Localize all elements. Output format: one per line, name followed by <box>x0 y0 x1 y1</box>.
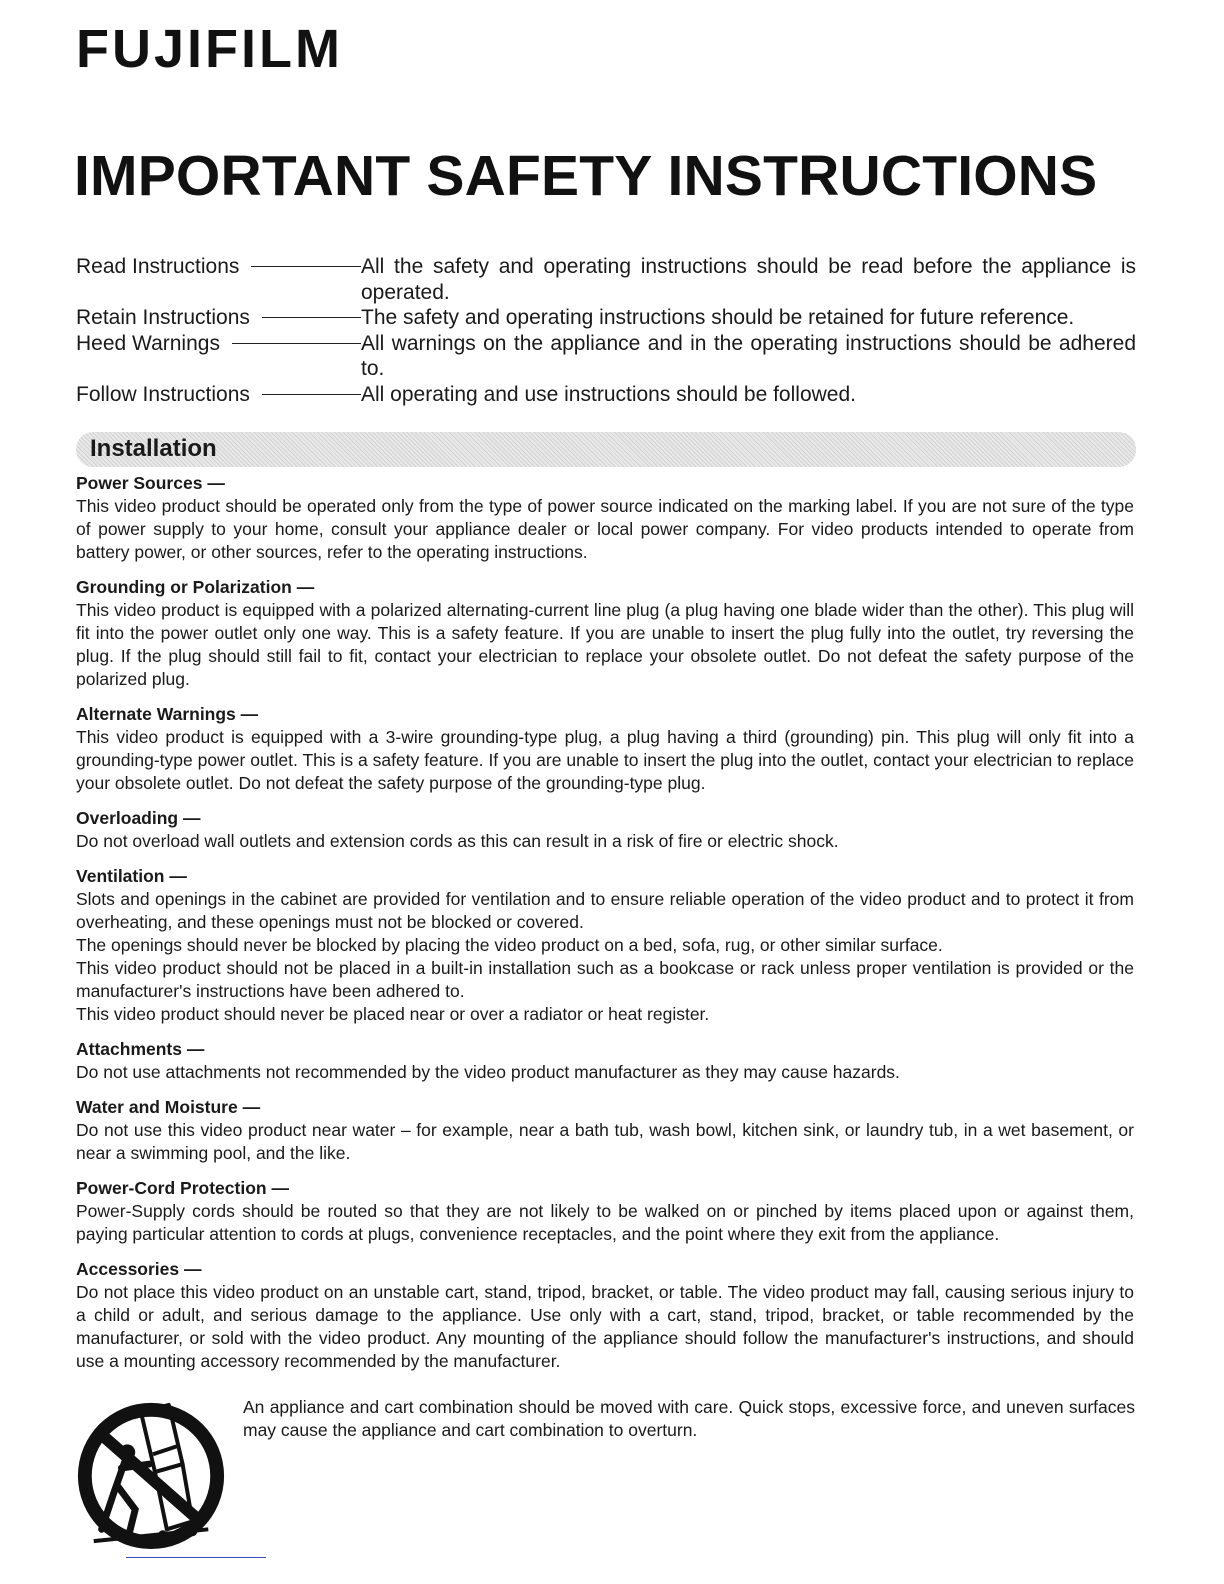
leader-line <box>232 343 361 344</box>
item-paragraph: Slots and openings in the cabinet are provided for ventilation and to ensure reliable operation of the video product and to protect it from overheating, and these openings must not be blocked or covered. <box>76 889 1134 932</box>
item-paragraph: This video product is equipped with a polarized alternating-current line plug (a plug having one blade wider than the other). This plug will fit into the power outlet only one way. This is a safety feature. If you are unable to insert the plug fully into the outlet, try reversing the plug. If the plug should still fail to fit, contact your electrician to replace your obsolete outlet. Do not defeat the safety purpose of the polarized plug. <box>76 600 1134 689</box>
section-item <box>76 1177 1134 1246</box>
section-header-bar <box>76 432 1136 467</box>
section-item <box>76 703 1134 795</box>
intro-label: Read Instructions <box>76 255 240 278</box>
section-item <box>76 1096 1134 1165</box>
item-paragraph: This video product should not be placed in a built-in installation such as a bookcase or rack unless proper ventilation is provided or the manufacturer's instructions have been adhered to. <box>76 958 1134 1001</box>
leader-line <box>262 317 361 318</box>
item-paragraph: This video product should be operated only from the type of power source indicated on the marking label. If you are not sure of the type of power supply to your home, consult your appliance dealer or local power company. For video products intended to operate from battery power, or other sources, refer to the operating instructions. <box>76 496 1134 562</box>
item-title: Power Sources — <box>76 472 1134 495</box>
section-item <box>76 472 1134 564</box>
item-paragraph: This video product should never be placed near or over a radiator or heat register. <box>76 1004 710 1024</box>
cart-warning-note: An appliance and cart combination should be moved with care. Quick stops, excessive force, and uneven surfaces may cause the appliance and cart combination to overturn. <box>243 1397 1135 1440</box>
intro-text: The safety and operating instructions should be retained for future reference. <box>361 306 1075 329</box>
item-title: Accessories — <box>76 1258 1134 1281</box>
item-paragraph: Do not use attachments not recommended by the video product manufacturer as they may cause hazards. <box>76 1062 900 1082</box>
intro-row <box>76 254 1136 305</box>
item-title: Attachments — <box>76 1038 1134 1061</box>
item-paragraph: This video product is equipped with a 3-wire grounding-type plug, a plug having a third (grounding) pin. This plug will only fit into a grounding-type power outlet. This is a safety feature. If you are unable to insert the plug into the outlet, contact your electrician to replace your obsolete outlet. Do not defeat the safety purpose of the grounding-type plug. <box>76 727 1134 793</box>
item-title: Alternate Warnings — <box>76 703 1134 726</box>
cart-tip-over-warning-icon <box>72 1394 230 1554</box>
intro-row <box>76 305 1136 331</box>
item-paragraph: Do not place this video product on an unstable cart, stand, tripod, bracket, or table. The video product may fall, causing serious injury to a child or adult, and serious damage to the appliance. Use only with a cart, stand, tripod, bracket, or table recommended by the manufacturer, or sold with the video product. Any mounting of the appliance should follow the manufacturer's instructions, and should use a mounting accessory recommended by the manufacturer. <box>76 1282 1134 1371</box>
item-title: Water and Moisture — <box>76 1096 1134 1119</box>
intro-row <box>76 331 1136 382</box>
leader-line <box>251 266 361 267</box>
intro-list <box>76 254 1136 407</box>
intro-text: All operating and use instructions should be followed. <box>361 382 856 406</box>
section-title: Installation <box>90 435 217 462</box>
intro-text: All the safety and operating instructions should be read before the appliance is operated. <box>361 255 1136 304</box>
section-item <box>76 865 1134 1026</box>
intro-text: All warnings on the appliance and in the operating instructions should be adhered to. <box>361 331 1136 380</box>
intro-label: Retain Instructions <box>76 306 250 329</box>
item-title: Ventilation — <box>76 865 1134 888</box>
section-item <box>76 807 1134 853</box>
divider <box>126 1557 266 1558</box>
intro-label: Follow Instructions <box>76 382 250 406</box>
section-item <box>76 1038 1134 1084</box>
item-paragraph: Do not use this video product near water – for example, near a bath tub, wash bowl, kitchen sink, or laundry tub, in a wet basement, or near a swimming pool, and the like. <box>76 1120 1134 1163</box>
section-item <box>76 1258 1134 1373</box>
item-title: Grounding or Polarization — <box>76 576 1134 599</box>
item-paragraph: Do not overload wall outlets and extension cords as this can result in a risk of fire or electric shock. <box>76 831 839 851</box>
item-paragraph: Power-Supply cords should be routed so that they are not likely to be walked on or pinched by items placed upon or against them, paying particular attention to cords at plugs, convenience receptacles, and the point where they exit from the appliance. <box>76 1201 1134 1244</box>
page-title: IMPORTANT SAFETY INSTRUCTIONS <box>74 144 1098 208</box>
fujifilm-logo: FUJIFILM <box>76 19 343 79</box>
installation-section <box>76 472 1134 1385</box>
item-title: Overloading — <box>76 807 1134 830</box>
section-item <box>76 576 1134 691</box>
item-paragraph: The openings should never be blocked by placing the video product on a bed, sofa, rug, or other similar surface. <box>76 935 943 955</box>
intro-row <box>76 382 1136 408</box>
item-title: Power-Cord Protection — <box>76 1177 1134 1200</box>
intro-label: Heed Warnings <box>76 331 220 355</box>
leader-line <box>262 394 361 395</box>
